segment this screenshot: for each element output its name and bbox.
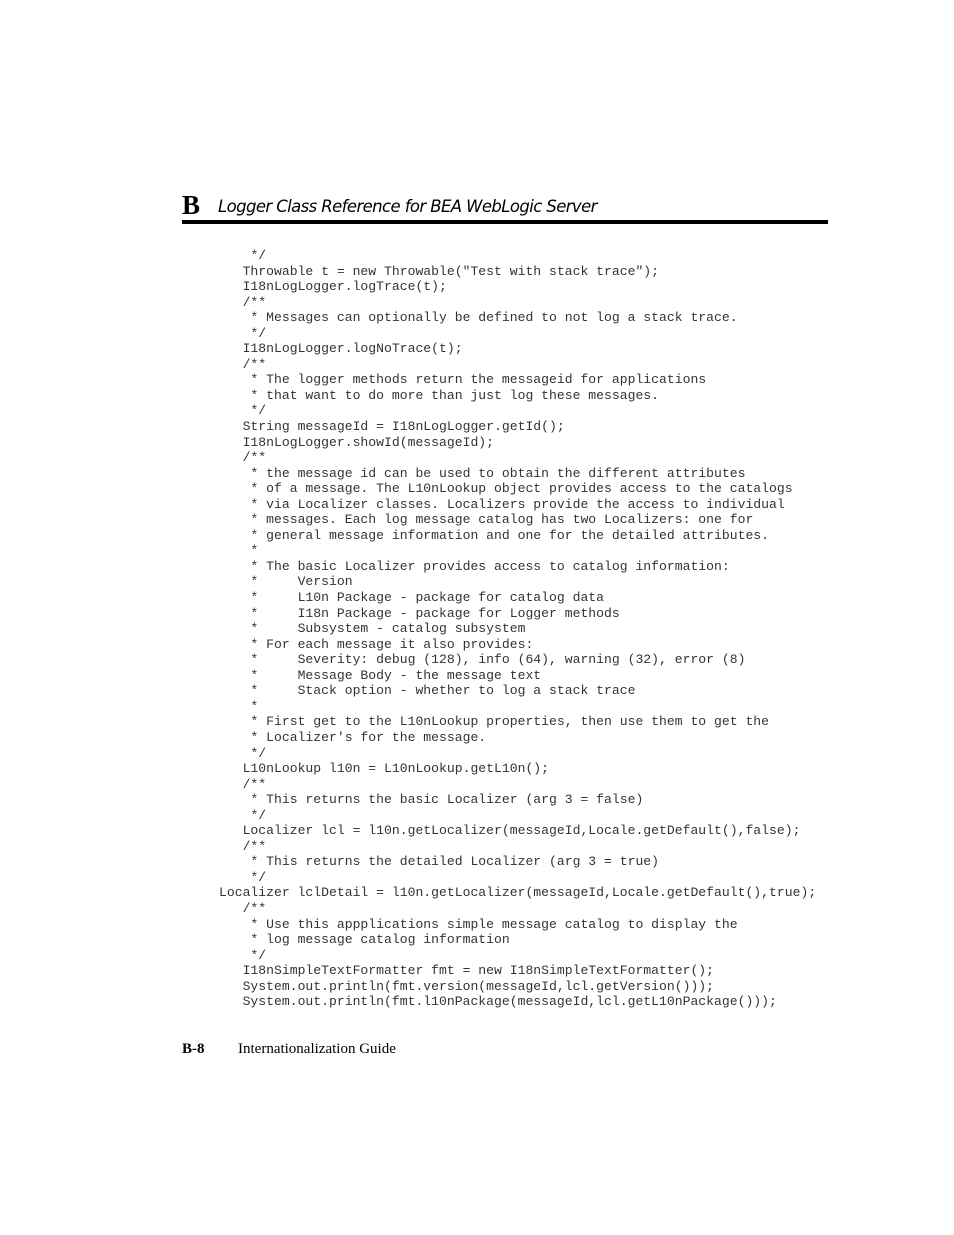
code-line: * L10n Package - package for catalog data	[219, 590, 605, 606]
book-title: Internationalization Guide	[238, 1041, 396, 1057]
code-line: I18nLogLogger.logTrace(t);	[219, 279, 447, 295]
code-line: * Version	[219, 574, 353, 590]
code-line: * This returns the detailed Localizer (arg 3 = true)	[219, 854, 660, 870]
code-line: I18nLogLogger.logNoTrace(t);	[219, 341, 463, 357]
code-line: * Stack option - whether to log a stack trace	[219, 683, 636, 699]
code-line: * messages. Each log message catalog has two Localizers: one for	[219, 512, 754, 528]
code-line: I18nLogLogger.showId(messageId);	[219, 434, 495, 450]
chapter-letter: B	[182, 190, 201, 220]
code-line: * Subsystem - catalog subsystem	[219, 621, 526, 637]
code-line: /**	[219, 900, 267, 916]
code-line: /**	[219, 294, 267, 310]
code-line: */	[219, 947, 267, 963]
code-line: Localizer lclDetail = l10n.getLocalizer(messageId,Locale.getDefault(),true);	[219, 885, 817, 901]
code-line: /**	[219, 356, 267, 372]
code-line: System.out.println(fmt.version(messageId,lcl.getVersion()));	[219, 978, 715, 994]
code-line: * the message id can be used to obtain the different attributes	[219, 465, 746, 481]
code-line: * The basic Localizer provides access to catalog information:	[219, 558, 730, 574]
code-line: */	[219, 807, 267, 823]
code-line: Localizer lcl = l10n.getLocalizer(messageId,Locale.getDefault(),false);	[219, 823, 801, 839]
code-line: * Severity: debug (128), info (64), warning (32), error (8)	[219, 652, 746, 668]
code-line: * First get to the L10nLookup properties, then use them to get the	[219, 714, 770, 730]
code-line: * Messages can optionally be defined to not log a stack trace.	[219, 310, 738, 326]
page-header	[182, 190, 828, 224]
code-line: * log message catalog information	[219, 932, 510, 948]
code-listing	[219, 248, 816, 1010]
code-line: * Localizer's for the message.	[219, 729, 487, 745]
code-line: String messageId = I18nLogLogger.getId();	[219, 419, 565, 435]
code-line: */	[219, 745, 267, 761]
code-line: * Use this appplications simple message catalog to display the	[219, 916, 738, 932]
page-number: B-8	[182, 1041, 205, 1057]
code-line: * of a message. The L10nLookup object provides access to the catalogs	[219, 481, 793, 497]
code-line: * via Localizer classes. Localizers provide the access to individual	[219, 496, 785, 512]
code-line: * that want to do more than just log these messages.	[219, 387, 660, 403]
code-line: */	[219, 869, 267, 885]
chapter-title: Logger Class Reference for BEA WebLogic Server	[218, 197, 597, 216]
code-line: Throwable t = new Throwable("Test with stack trace");	[219, 263, 660, 279]
header-rule	[182, 220, 828, 224]
code-line: System.out.println(fmt.l10nPackage(messageId,lcl.getL10nPackage()));	[219, 994, 777, 1010]
code-line: L10nLookup l10n = L10nLookup.getL10n();	[219, 761, 550, 777]
page-footer	[182, 1040, 682, 1060]
code-line: */	[219, 325, 267, 341]
code-line: * I18n Package - package for Logger methods	[219, 605, 620, 621]
code-line: I18nSimpleTextFormatter fmt = new I18nSimpleTextFormatter();	[219, 963, 715, 979]
code-line: /**	[219, 776, 267, 792]
code-line: /**	[219, 838, 267, 854]
code-line: * This returns the basic Localizer (arg 3 = false)	[219, 792, 644, 808]
code-line: */	[219, 403, 267, 419]
code-line: * general message information and one for the detailed attributes.	[219, 527, 770, 543]
code-line: /**	[219, 450, 267, 466]
code-line: *	[219, 543, 259, 559]
code-line: * The logger methods return the messageid for applications	[219, 372, 707, 388]
code-line: */	[219, 248, 267, 263]
code-line: * For each message it also provides:	[219, 636, 534, 652]
code-line: *	[219, 698, 259, 714]
code-line: * Message Body - the message text	[219, 667, 542, 683]
